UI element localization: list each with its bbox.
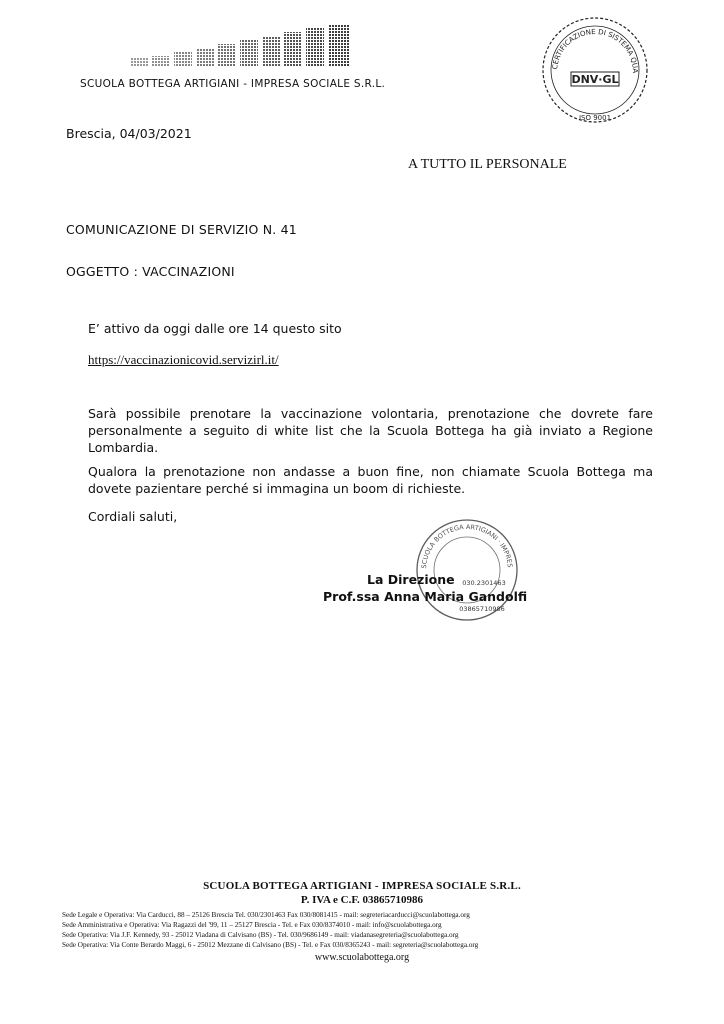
signature-name: Prof.ssa Anna Maria Gandolfi: [323, 589, 528, 604]
footer-address-line: Sede Operativa: Via Conte Berardo Maggi, 6 - 25012 Mezzane di Calvisano (BS) - Tel. e Fax 030/8365243 - mail: segreteria@scuolabottega.org: [62, 941, 479, 949]
certification-seal: [535, 10, 655, 130]
intro-text: E’ attivo da oggi dalle ore 14 questo sito: [88, 321, 342, 336]
footer-address-line: Sede Amministrativa e Operativa: Via Ragazzi del '99, 11 – 25127 Brescia - Tel. e Fax 030/8374010 - mail: info@scuolabottega.org: [62, 921, 442, 929]
footer-address-line: Sede Operativa: Via J.F. Kennedy, 93 - 25012 Viadana di Calvisano (BS) - Tel. 030/9686149 - mail: viadanasegreteria@scuolabottega.org: [62, 931, 459, 939]
footer-vat: P. IVA e C.F. 03865710986: [300, 894, 424, 906]
letter-date: Brescia, 04/03/2021: [66, 126, 192, 141]
communication-number: COMUNICAZIONE DI SERVIZIO N. 41: [66, 222, 297, 237]
seal-standard: ISO 9001: [578, 114, 612, 122]
logo-graphic: [110, 22, 355, 72]
header-company-name: SCUOLA BOTTEGA ARTIGIANI - IMPRESA SOCIALE S.R.L.: [80, 78, 386, 90]
stamp-vat: 03865710986: [459, 605, 505, 613]
signature-title: La Direzione: [367, 572, 455, 587]
footer-address-line: Sede Legale e Operativa: Via Carducci, 88 – 25126 Brescia Tel. 030/2301463 Fax 030/8081415 - mail: segreteriacarducci@scuolabottega.org: [62, 911, 470, 919]
body-paragraph-1: Sarà possibile prenotare la vaccinazione volontaria, prenotazione che dovrete fare personalmente a seguito di white list che la Scuola Bottega ha già inviato a Regione Lombardia.: [88, 406, 653, 455]
vaccination-site-link[interactable]: https://vaccinazionicovid.servizirl.it/: [88, 352, 279, 367]
letter-addressee: A TUTTO IL PERSONALE: [408, 157, 567, 172]
seal-brand: DNV·GL: [571, 73, 619, 86]
stamp-arc-text: SCUOLA BOTTEGA ARTIGIANI · IMPRES: [419, 522, 514, 569]
company-stamp: [412, 515, 522, 625]
closing-text: Cordiali saluti,: [88, 509, 178, 524]
body-paragraph-2: Qualora la prenotazione non andasse a buon fine, non chiamate Scuola Bottega ma dovete pazientare perché si immagina un boom di richieste.: [88, 464, 653, 496]
footer-company: SCUOLA BOTTEGA ARTIGIANI - IMPRESA SOCIALE S.R.L.: [203, 880, 521, 892]
footer-addresses: [62, 910, 662, 950]
letter-subject: OGGETTO : VACCINAZIONI: [66, 264, 235, 279]
letter-footer: [0, 880, 724, 963]
company-logo: [110, 22, 355, 72]
footer-website[interactable]: www.scuolabottega.org: [314, 952, 410, 963]
seal-arc-text: CERTIFICAZIONE DI SISTEMA QUA: [551, 27, 640, 74]
stamp-phone: 030.2301463: [462, 579, 506, 587]
